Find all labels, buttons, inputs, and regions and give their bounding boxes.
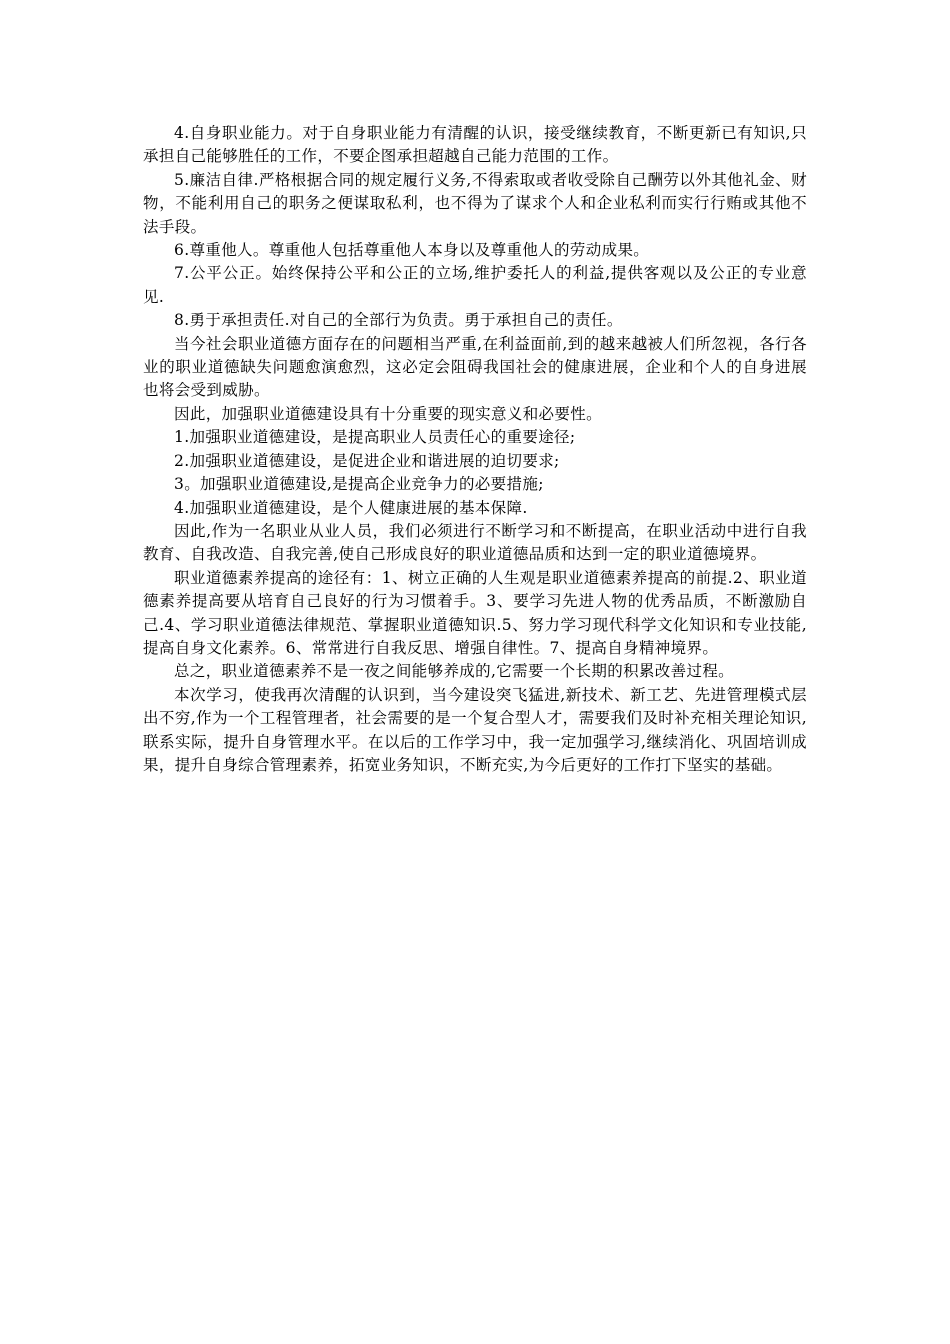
paragraph-point-2: 2.加强职业道德建设，是促进企业和谐进展的迫切要求; — [174, 451, 560, 470]
paragraph-ability: 4.自身职业能力。对于自身职业能力有清醒的认识，接受继续教育，不断更新已有知识,只承担自己能够胜任的工作，不要企图承担超越自己能力范围的工作。 — [143, 124, 807, 166]
paragraph-conclusion: 本次学习，使我再次清醒的认识到，当今建设突飞猛进,新技术、新工艺、先进管理模式层出不穷,作为一个工程管理者，社会需要的是一个复合型人才，需要我们及时补充相关理论知识,联系实际，提升自身管理水平。在以后的工作学习中，我一定加强学习,继续消化、巩固培训成果，提升自身综合管理素养，拓宽业务知识，不断充实,为今后更好的工作打下坚实的基础。 — [143, 685, 807, 774]
paragraph-point-4: 4.加强职业道德建设，是个人健康进展的基本保障. — [174, 498, 528, 517]
paragraph-continuous-learning: 因此,作为一名职业从业人员，我们必须进行不断学习和不断提高，在职业活动中进行自我教育、自我改造、自我完善,使自己形成良好的职业道德品质和达到一定的职业道德境界。 — [143, 521, 807, 564]
paragraph-responsibility: 8.勇于承担责任.对自己的全部行为负责。勇于承担自己的责任。 — [174, 311, 623, 330]
paragraph-respect: 6.尊重他人。尊重他人包括尊重他人本身以及尊重他人的劳动成果。 — [174, 241, 650, 260]
paragraph-point-1: 1.加强职业道德建设，是提高职业人员责任心的重要途径; — [174, 428, 576, 447]
paragraph-fairness: 7.公平公正。始终保持公平和公正的立场,维护委托人的利益,提供客观以及公正的专业意见. — [143, 264, 807, 306]
paragraph-significance: 因此，加强职业道德建设具有十分重要的现实意义和必要性。 — [174, 404, 602, 423]
paragraph-integrity: 5.廉洁自律.严格根据合同的规定履行义务,不得索取或者收受除自己酬劳以外其他礼金、财物，不能利用自己的职务之便谋取私利，也不得为了谋求个人和企业私利而实行行贿或其他不法手段。 — [143, 170, 807, 236]
paragraph-improvement-paths: 职业道德素养提高的途径有：1、树立正确的人生观是职业道德素养提高的前提.2、职业道德素养提高要从培育自己良好的行为习惯着手。3、要学习先进人物的优秀品质，不断激励自己.4、学习职业道德法律规范、掌握职业道德知识.5、努力学习现代科学文化知识和专业技能,提高自身文化素养。6、常常进行自我反思、增强自律性。7、提高自身精神境界。 — [143, 568, 807, 657]
paragraph-current-problems: 当今社会职业道德方面存在的问题相当严重,在利益面前,到的越来越被人们所忽视，各行各业的职业道德缺失问题愈演愈烈，这必定会阻碍我国社会的健康进展，企业和个人的自身进展也将会受到威胁。 — [143, 334, 807, 400]
paragraph-summary: 总之，职业道德素养不是一夜之间能够养成的,它需要一个长期的积累改善过程。 — [174, 662, 735, 681]
paragraph-point-3: 3。加强职业道德建设,是提高企业竞争力的必要措施; — [174, 475, 544, 494]
document-body — [143, 122, 807, 777]
